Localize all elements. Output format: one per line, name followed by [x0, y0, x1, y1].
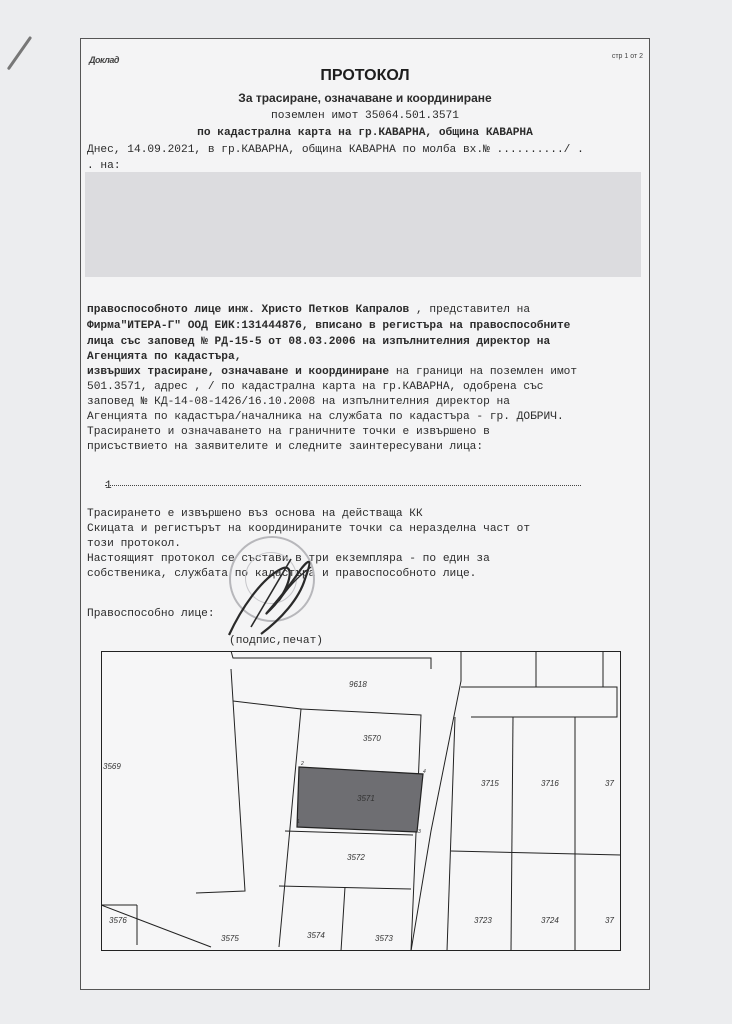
signature [221, 539, 331, 649]
cadastral-map [101, 651, 621, 951]
body-line-5: извърших трасиране, означаване и координиране на граници на поземлен имот [87, 366, 578, 378]
subtitle-3: по кадастрална карта на гр.КАВАРНА, община КАВАРНА [197, 127, 533, 139]
svg-text:3573: 3573 [375, 934, 393, 943]
subtitle-2: поземлен имот 35064.501.3571 [271, 110, 459, 122]
svg-text:3572: 3572 [347, 853, 365, 862]
svg-text:3724: 3724 [541, 916, 559, 925]
body-line-14: Настоящият протокол се състави в три екземпляра - по един за [87, 553, 490, 565]
header-mark: Доклад [89, 55, 119, 65]
svg-text:9618: 9618 [349, 680, 367, 689]
body-line-8: Агенцията по кадастъра/началника на службата по кадастъра - гр. ДОБРИЧ. [87, 411, 564, 423]
svg-text:3715: 3715 [481, 779, 499, 788]
svg-text:3571: 3571 [357, 794, 375, 803]
body-line-7: заповед № КД-14-08-1426/16.10.2008 на изпълнителния директор на [87, 396, 510, 408]
body-line-12: Скицата и регистърът на координираните точки са неразделна част от [87, 523, 531, 535]
svg-text:3576: 3576 [109, 916, 127, 925]
svg-text:3575: 3575 [221, 934, 239, 943]
pen-mark [7, 36, 32, 70]
svg-text:3574: 3574 [307, 931, 325, 940]
svg-text:2: 2 [301, 761, 304, 767]
document-title: ПРОТОКОЛ [320, 67, 410, 84]
body-line-6: 501.3571, адрес , / по кадастрална карта на гр.КАВАРНА, одобрена със [87, 381, 544, 393]
svg-text:3570: 3570 [363, 734, 381, 743]
svg-text:37: 37 [605, 916, 614, 925]
redacted-block [85, 172, 641, 277]
signature-caption: (подпис,печат) [229, 635, 323, 647]
svg-text:1: 1 [297, 819, 300, 825]
subtitle-1: За трасиране, означаване и координиране [238, 91, 492, 105]
svg-text:3: 3 [418, 829, 421, 835]
dotted-line [105, 485, 581, 486]
body-line-1: правоспособното лице инж. Христо Петков Капралов , представител на [87, 304, 531, 316]
body-line-3: лица със заповед № РД-15-5 от 08.03.2006 на изпълнителния директор на [87, 336, 551, 348]
body-line-9: Трасирането и означаването на граничните точки е извършено в [87, 426, 490, 438]
protocol-document [80, 38, 650, 990]
svg-text:3716: 3716 [541, 779, 559, 788]
list-number: 1 [105, 480, 112, 492]
body-line-2: Фирма"ИТЕРА-Г" ООД ЕИК:131444876, вписано в регистъра на правоспособните [87, 320, 571, 332]
body-line-11: Трасирането е извършено въз основа на действаща КК [87, 508, 423, 520]
page-indicator: стр 1 от 2 [611, 53, 643, 60]
signer-label: Правоспособно лице: [87, 608, 215, 620]
svg-text:37: 37 [605, 779, 614, 788]
body-line-15: собственика, службата по кадастъра и правоспособното лице. [87, 568, 477, 580]
intro-line-1: Днес, 14.09.2021, в гр.КАВАРНА, община КАВАРНА по молба вх.№ ........../ . [87, 144, 584, 156]
intro-line-2: . на: [87, 160, 121, 172]
svg-text:3569: 3569 [103, 762, 121, 771]
body-line-10: присъствието на заявителите и следните заинтересувани лица: [87, 441, 484, 453]
svg-text:4: 4 [423, 769, 426, 775]
body-line-13: този протокол. [87, 538, 181, 550]
svg-text:3723: 3723 [474, 916, 492, 925]
body-line-4: Агенцията по кадастъра, [87, 351, 242, 363]
